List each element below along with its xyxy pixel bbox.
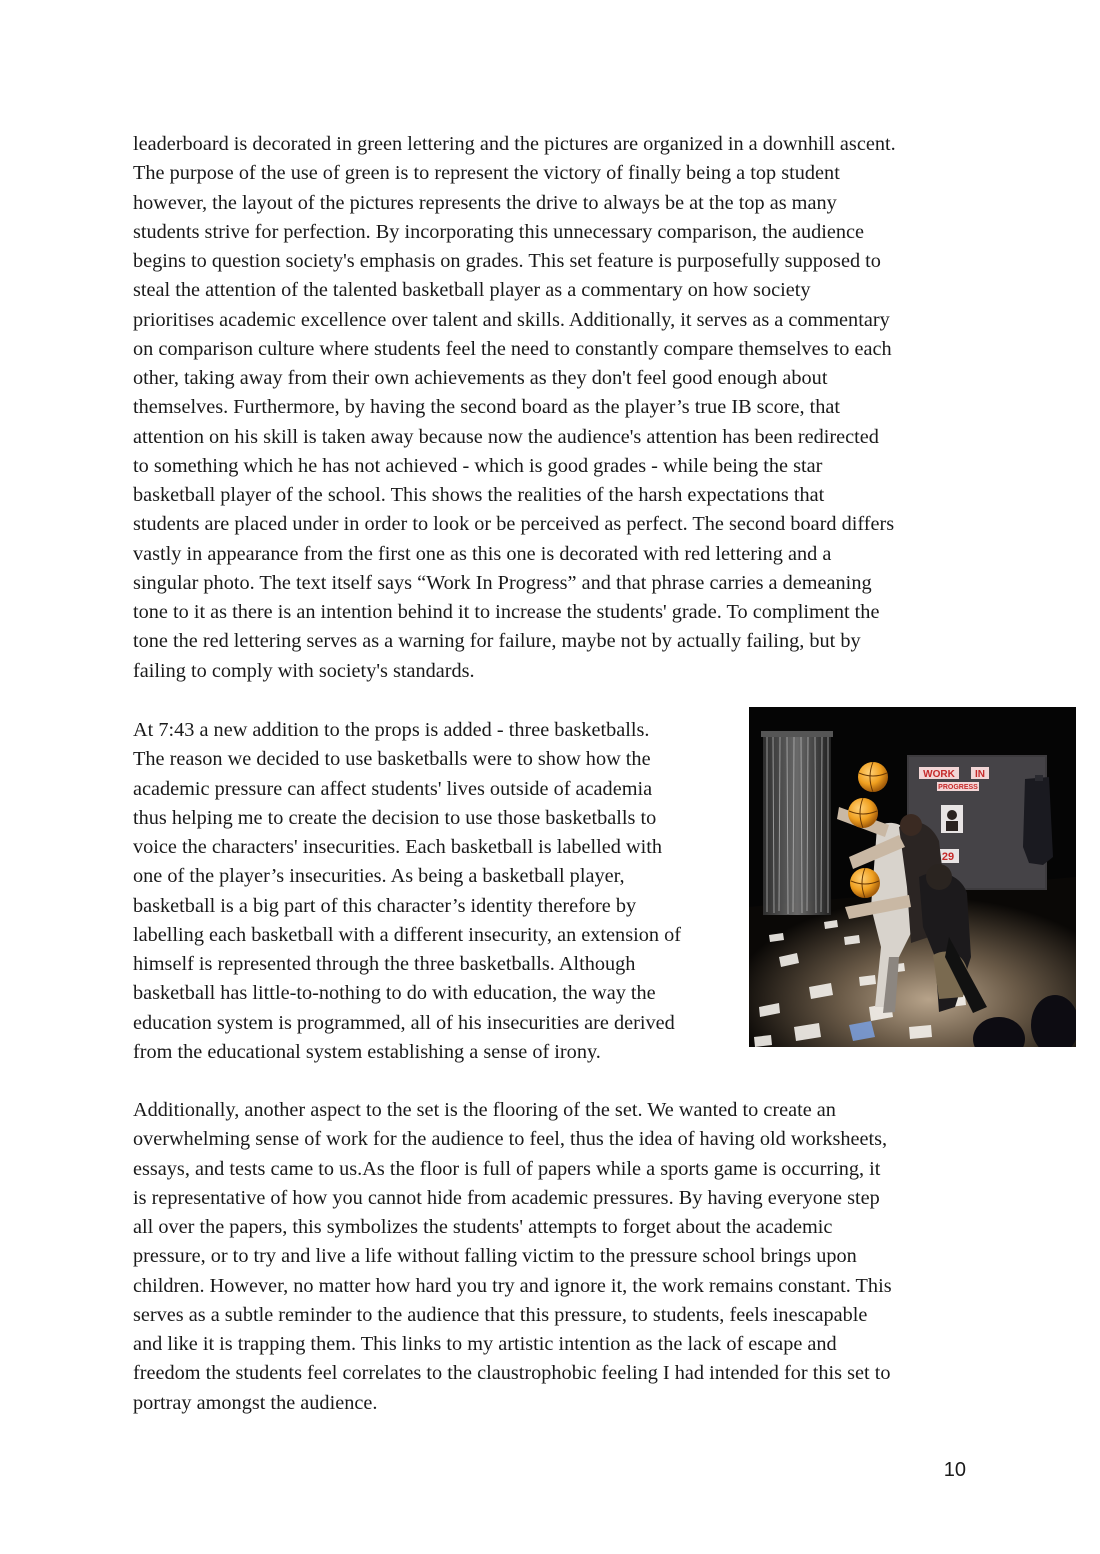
page-number: 10 [943,1459,966,1481]
text-line: portray amongst the audience. [133,1391,378,1414]
text-line: singular photo. The text itself says “Work In Progress” and that phrase carries a demeaning [133,571,872,594]
text-line: basketball has little-to-nothing to do with education, the way the [133,982,656,1005]
basketball-bottom [850,868,880,898]
text-line: academic pressure can affect students' lives outside of academia [133,777,653,800]
text-line: overwhelming sense of work for the audience to feel, thus the idea of having old worksheets, [133,1128,888,1151]
text-line: steal the attention of the talented basketball player as a commentary on how society [133,279,811,302]
tinsel-curtain [761,731,833,915]
text-line: leaderboard is decorated in green lettering and the pictures are organized in a downhill ascent. [133,133,896,155]
stage-photo [749,707,1076,1047]
text-line: one of the player’s insecurities. As being a basketball player, [133,865,625,888]
text-line: essays, and tests came to us.As the floor is full of papers while a sports game is occurring, it [133,1157,881,1180]
text-line: attention on his skill is taken away because now the audience's attention has been redirected [133,425,879,448]
text-line: on comparison culture where students feel the need to constantly compare themselves to each [133,337,892,360]
basketball-middle [848,798,878,828]
text-line: At 7:43 a new addition to the props is added - three basketballs. [133,719,650,741]
text-line: vastly in appearance from the first one as this one is decorated with red lettering and a [133,542,832,565]
paragraph-leaderboard-analysis [133,130,896,686]
text-line: basketball is a big part of this character’s identity therefore by [133,894,637,917]
text-line: thus helping me to create the decision to use those basketballs to [133,806,657,829]
text-line: The reason we decided to use basketballs were to show how the [133,748,651,771]
text-line: from the educational system establishing a sense of irony. [133,1040,601,1063]
text-line: is representative of how you cannot hide from academic pressures. By having everyone step [133,1186,880,1209]
text-line: however, the layout of the pictures represents the drive to always be at the top as many [133,191,837,214]
paragraph-flooring-analysis [133,1096,892,1418]
text-line: voice the characters' insecurities. Each basketball is labelled with [133,836,663,858]
text-line: failing to comply with society's standards. [133,659,475,682]
board-score: 29 [941,851,955,863]
text-line: to something which he has not achieved - which is good grades - while being the star [133,454,823,477]
board-title-right: IN [975,769,985,780]
text-line: begins to question society's emphasis on grades. This set feature is purposefully supposed to [133,250,881,272]
board-title-left: WORK [923,769,955,780]
text-line: tone the red lettering serves as a warning for failure, maybe not by actually failing, but by [133,630,861,653]
text-line: all over the papers, this symbolizes the students' attempts to forget about the academic [133,1216,833,1238]
text-line: freedom the students feel correlates to the claustrophobic feeling I had intended for this set to [133,1362,891,1385]
text-line: education system is programmed, all of his insecurities are derived [133,1011,675,1034]
text-line: prioritises academic excellence over talent and skills. Additionally, it serves as a commentary [133,308,890,331]
basketball-top [858,762,888,792]
text-line: themselves. Furthermore, by having the second board as the player’s true IB score, that [133,396,841,419]
text-line: labelling each basketball with a different insecurity, an extension of [133,923,681,946]
paragraph-basketballs-analysis [133,716,681,1067]
text-line: Additionally, another aspect to the set is the flooring of the set. We wanted to create an [133,1099,836,1121]
text-line: himself is represented through the three basketballs. Although [133,953,636,975]
text-line: children. However, no matter how hard you try and ignore it, the work remains constant. This [133,1274,892,1297]
text-line: basketball player of the school. This shows the realities of the harsh expectations that [133,484,825,506]
text-line: serves as a subtle reminder to the audience that this pressure, to students, feels inescapable [133,1303,868,1326]
text-line: tone to it as there is an intention behind it to increase the students' grade. To compliment the [133,601,880,623]
text-line: students strive for perfection. By incorporating this unnecessary comparison, the audience [133,220,865,243]
board-subtitle: PROGRESS [938,784,978,791]
text-line: pressure, or to try and live a life without falling victim to the pressure school brings upon [133,1245,857,1268]
text-line: The purpose of the use of green is to represent the victory of finally being a top student [133,162,840,185]
text-line: and like it is trapping them. This links to my artistic intention as the lack of escape and [133,1333,837,1355]
hanging-jacket [1023,775,1053,865]
text-line: other, taking away from their own achievements as they don't feel good enough about [133,367,828,389]
text-line: students are placed under in order to look or be perceived as perfect. The second board differs [133,513,895,536]
